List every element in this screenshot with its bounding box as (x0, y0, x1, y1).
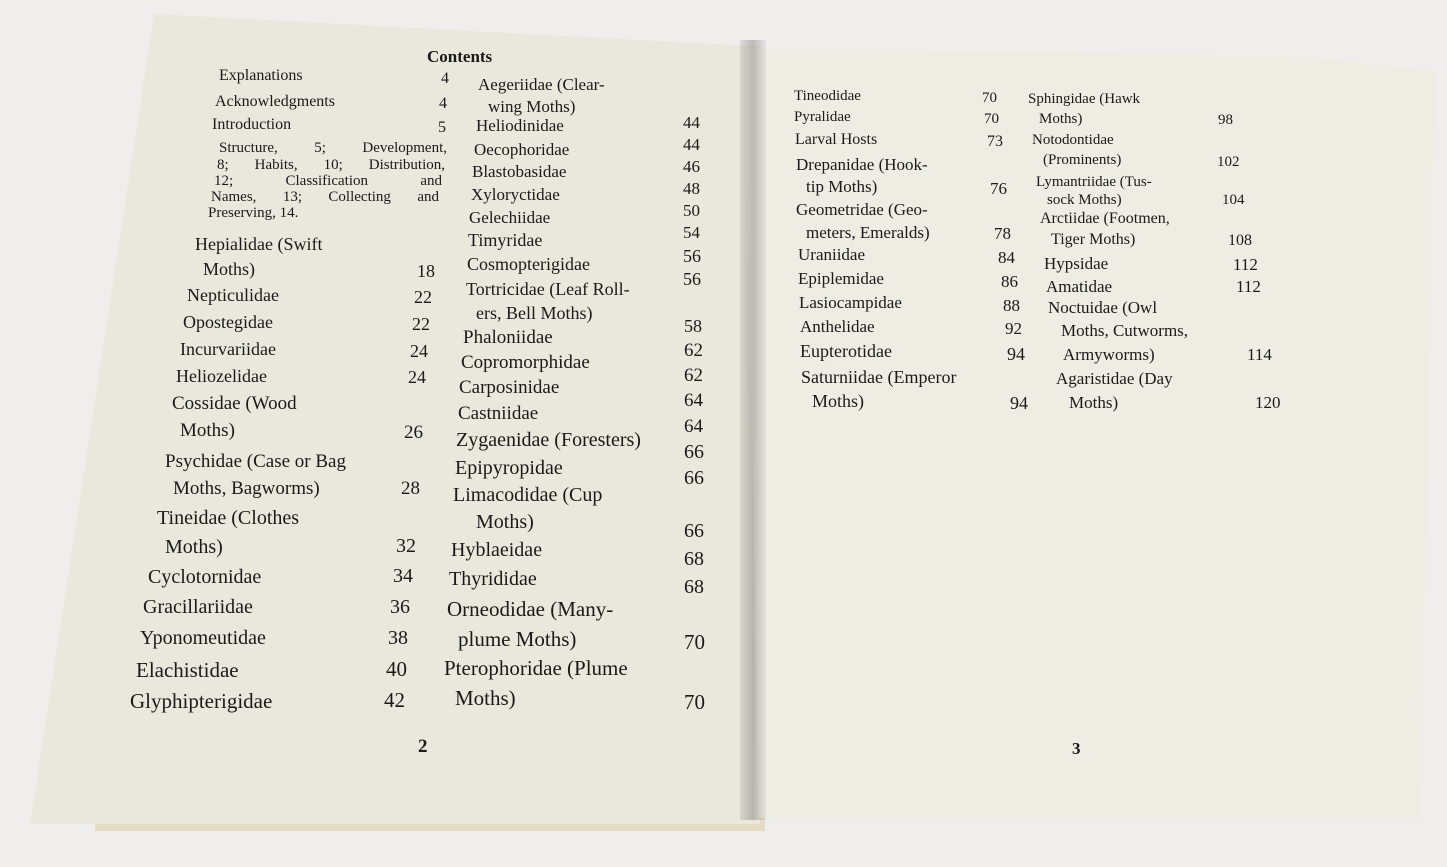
toc-entry-page: 28 (401, 478, 420, 499)
toc-entry-name: Glyphipterigidae (130, 689, 273, 713)
toc-entry-page: 54 (683, 223, 700, 242)
toc-entry-name: Lymantriidae (Tus- (1036, 174, 1152, 190)
toc-entry-page: 66 (684, 441, 704, 463)
toc-entry-name: Tineidae (Clothes (157, 507, 300, 529)
toc-entry-continuation: sock Moths) (1047, 192, 1122, 208)
toc-entry-name: Amatidae (1046, 277, 1113, 296)
toc-entry-continuation: Moths, Cutworms, (1061, 321, 1189, 340)
toc-entry-page: 70 (684, 690, 705, 714)
toc-entry-name: Gelechiidae (469, 208, 551, 227)
toc-entry-continuation: Moths) (812, 391, 865, 411)
toc-entry-continuation: ers, Bell Moths) (476, 303, 593, 323)
toc-entry-name: Arctiidae (Footmen, (1040, 210, 1170, 227)
toc-entry-name: Cossidae (Wood (172, 393, 297, 414)
toc-entry-page: 70 (684, 630, 705, 654)
toc-entry-page: 70 (982, 90, 997, 106)
toc-entry-name: Elachistidae (136, 658, 239, 682)
toc-entry-name: Phaloniidae (463, 327, 553, 348)
toc-entry-page: 44 (683, 135, 700, 154)
toc-entry-name: Epiplemidae (798, 269, 884, 288)
toc-entry-continuation: Armyworms) (1063, 345, 1155, 364)
toc-entry-name: Sphingidae (Hawk (1028, 91, 1141, 107)
toc-entry-page: 76 (990, 179, 1007, 198)
toc-entry-page: 4 (441, 70, 449, 87)
toc-entry-name: Thyrididae (449, 568, 537, 590)
toc-entry-page: 66 (684, 467, 704, 489)
toc-entry-page: 56 (683, 269, 701, 289)
left-page-number: 2 (418, 736, 428, 757)
toc-entry-page: 22 (412, 314, 430, 334)
toc-entry-page: 64 (684, 390, 703, 411)
toc-entry-name: Xyloryctidae (471, 185, 560, 204)
toc-entry-name: Hyblaeidae (451, 539, 543, 561)
toc-entry-name: Cosmopterigidae (467, 254, 590, 274)
toc-entry-name: Nepticulidae (187, 285, 279, 305)
toc-entry-page: 73 (987, 133, 1003, 150)
toc-entry-page: 112 (1236, 277, 1261, 296)
toc-entry-name: Heliodinidae (476, 116, 564, 135)
toc-entry-name: Geometridae (Geo- (796, 200, 928, 219)
toc-entry-page: 70 (984, 111, 999, 127)
toc-entry-name: Oecophoridae (474, 140, 570, 159)
toc-entry-page: 38 (388, 627, 408, 649)
toc-entry-name: Eupterotidae (800, 341, 892, 361)
toc-entry-name: Timyridae (468, 230, 543, 250)
toc-entry-page: 66 (684, 520, 704, 542)
toc-entry-page: 86 (1001, 272, 1018, 291)
toc-entry-page: 32 (396, 535, 416, 557)
toc-entry-name: Blastobasidae (472, 162, 567, 181)
toc-entry-name: Pyralidae (794, 109, 851, 125)
toc-entry-page: 26 (404, 422, 423, 443)
toc-entry-page: 64 (684, 416, 703, 437)
intro-detail-line: Preserving, 14. (208, 205, 299, 221)
toc-entry-page: 94 (1007, 344, 1025, 364)
toc-entry-name: Agaristidae (Day (1056, 369, 1173, 388)
toc-entry-page: 94 (1010, 393, 1028, 413)
toc-entry-page: 34 (393, 565, 413, 587)
toc-entry-name: Psychidae (Case or Bag (165, 451, 346, 472)
toc-entry-page: 18 (417, 261, 435, 281)
intro-detail-line: Structure, 5; Development, (219, 140, 447, 156)
toc-entry-page: 68 (684, 576, 704, 598)
toc-entry-page: 42 (384, 688, 405, 712)
toc-entry-continuation: Moths) (476, 511, 534, 533)
toc-entry-continuation: plume Moths) (458, 627, 577, 651)
toc-entry-name: Copromorphidae (461, 352, 590, 373)
toc-entry-page: 104 (1222, 192, 1245, 208)
toc-entry-name: Hepialidae (Swift (195, 234, 323, 254)
toc-entry-name: Yponomeutidae (140, 627, 266, 649)
toc-entry-page: 112 (1233, 255, 1258, 274)
toc-entry-page: 78 (994, 224, 1011, 243)
toc-entry-name: Limacodidae (Cup (453, 484, 603, 506)
toc-entry-continuation: wing Moths) (488, 97, 576, 116)
toc-entry-name: Acknowledgments (215, 93, 335, 110)
toc-entry-page: 62 (684, 365, 703, 386)
toc-entry-name: Aegeriidae (Clear- (478, 75, 605, 94)
intro-detail-line: 8; Habits, 10; Distribution, (217, 157, 445, 173)
toc-entry-page: 62 (684, 340, 703, 361)
book-gutter (740, 40, 766, 820)
toc-entry-name: Incurvariidae (180, 339, 276, 359)
toc-entry-page: 58 (684, 316, 702, 336)
toc-entry-page: 36 (390, 596, 410, 618)
toc-entry-page: 88 (1003, 296, 1020, 315)
toc-entry-page: 50 (683, 201, 700, 220)
toc-entry-continuation: Moths) (180, 420, 235, 441)
toc-entry-page: 44 (683, 113, 700, 132)
toc-entry-page: 56 (683, 246, 701, 266)
toc-entry-name: Tortricidae (Leaf Roll- (466, 279, 630, 299)
toc-entry-name: Explanations (219, 67, 303, 84)
toc-entry-name: Uraniidae (798, 245, 866, 264)
toc-entry-name: Lasiocampidae (799, 293, 902, 312)
toc-entry-name: Gracillariidae (143, 596, 253, 618)
toc-entry-name: Introduction (212, 116, 292, 133)
toc-entry-page: 108 (1228, 232, 1252, 249)
toc-entry-name: Drepanidae (Hook- (796, 155, 928, 174)
toc-entry-name: Zygaenidae (Foresters) (456, 429, 641, 451)
toc-entry-continuation: (Prominents) (1043, 152, 1122, 168)
toc-entry-page: 4 (439, 95, 447, 112)
toc-entry-continuation: Moths) (455, 686, 516, 710)
toc-entry-name: Heliozelidae (176, 366, 267, 386)
toc-entry-continuation: meters, Emeralds) (806, 223, 930, 242)
toc-entry-page: 24 (408, 367, 426, 387)
toc-entry-page: 22 (414, 287, 432, 307)
toc-entry-page: 46 (683, 157, 700, 176)
toc-entry-name: Cyclotornidae (148, 566, 262, 588)
toc-entry-name: Hypsidae (1044, 254, 1109, 273)
toc-entry-name: Epipyropidae (455, 457, 563, 479)
toc-entry-page: 120 (1255, 393, 1281, 412)
toc-entry-name: Anthelidae (800, 317, 875, 336)
toc-entry-continuation: Moths, Bagworms) (173, 478, 320, 499)
toc-entry-page: 84 (998, 248, 1015, 267)
toc-entry-continuation: Moths) (203, 259, 256, 279)
toc-entry-name: Tineodidae (794, 88, 861, 104)
toc-entry-name: Castniidae (458, 403, 539, 424)
toc-entry-page: 24 (410, 341, 428, 361)
toc-entry-name: Noctuidae (Owl (1048, 298, 1158, 317)
intro-detail-line: Names, 13; Collecting and (211, 189, 439, 205)
toc-entry-page: 114 (1247, 345, 1272, 364)
toc-entry-continuation: Moths) (165, 536, 223, 558)
toc-entry-continuation: Tiger Moths) (1051, 231, 1136, 248)
right-page-number: 3 (1072, 739, 1081, 758)
toc-entry-name: Opostegidae (183, 312, 273, 332)
toc-entry-page: 98 (1218, 112, 1233, 128)
toc-entry-continuation: Moths) (1069, 393, 1119, 412)
toc-entry-page: 40 (386, 657, 407, 681)
toc-entry-name: Orneodidae (Many- (447, 597, 614, 621)
toc-entry-name: Larval Hosts (795, 131, 878, 148)
contents-heading: Contents (427, 47, 493, 66)
toc-entry-page: 68 (684, 548, 704, 570)
toc-entry-page: 92 (1005, 319, 1022, 338)
toc-entry-name: Carposinidae (459, 377, 560, 398)
toc-entry-page: 5 (438, 119, 446, 136)
toc-entry-continuation: tip Moths) (806, 177, 878, 196)
intro-detail-line: 12; Classification and (214, 173, 442, 189)
toc-entry-page: 102 (1217, 154, 1240, 170)
toc-entry-page: 48 (683, 179, 700, 198)
toc-entry-name: Notodontidae (1032, 132, 1114, 148)
toc-entry-name: Pterophoridae (Plume (444, 656, 628, 680)
toc-entry-name: Saturniidae (Emperor (801, 367, 957, 387)
toc-entry-continuation: Moths) (1039, 111, 1083, 127)
